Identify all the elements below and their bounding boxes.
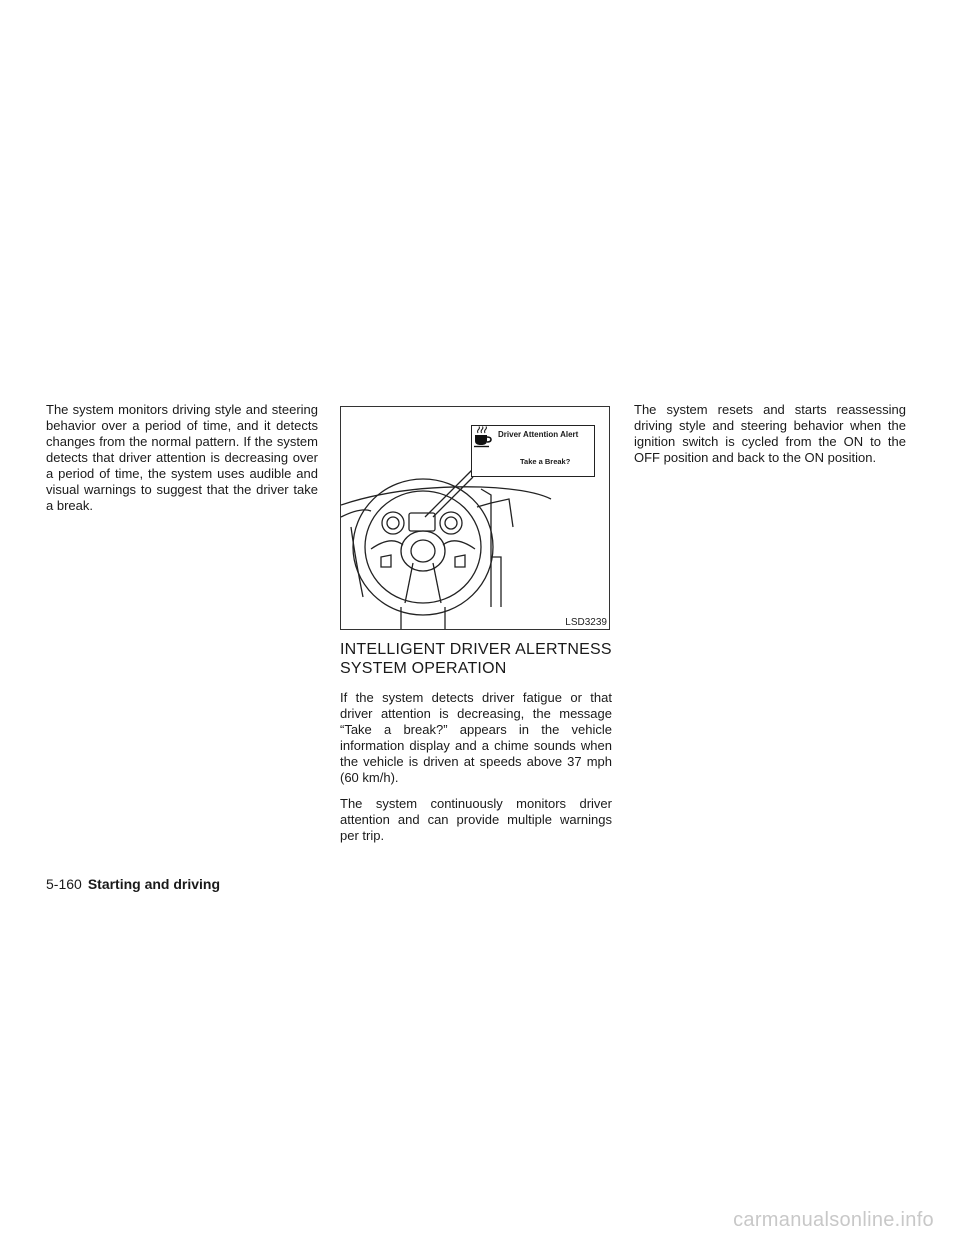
intro-paragraph: The system monitors driving style and steering behavior over a period of time, and it detects changes from the normal pattern. If the system detects that driver attention is decreasing over a period of time, the system uses audible and visual warnings to suggest that the driver take a break. — [46, 402, 318, 513]
alert-title: Driver Attention Alert — [498, 430, 579, 439]
chapter-title: Starting and driving — [87, 876, 221, 892]
watermark: carmanualsonline.info — [733, 1209, 934, 1231]
column-1 — [46, 402, 318, 524]
page-number: 5-160 — [46, 876, 82, 892]
dashboard-illustration — [340, 406, 610, 630]
alert-message: Take a Break? — [520, 457, 571, 466]
alert-message-box — [471, 425, 595, 477]
column-2 — [340, 402, 612, 854]
figure-id: LSD3239 — [565, 617, 607, 628]
operation-paragraph-1: If the system detects driver fatigue or that driver attention is decreasing, the message “Take a break?” appears in the vehicle information display and a chime sounds when the vehicle is driven at speeds above 37 mph (60 km/h). — [340, 690, 612, 785]
section-heading: INTELLIGENT DRIVER ALERTNESS SYSTEM OPERATION — [340, 641, 612, 677]
reset-paragraph: The system resets and starts reassessing driving style and steering behavior when the ignition switch is cycled from the ON to the OFF position and back to the ON position. — [634, 402, 906, 465]
column-3 — [634, 402, 906, 476]
operation-paragraph-2: The system continuously monitors driver attention and can provide multiple warnings per trip. — [340, 796, 612, 843]
coffee-cup-icon — [472, 426, 494, 448]
page-footer — [46, 876, 220, 892]
